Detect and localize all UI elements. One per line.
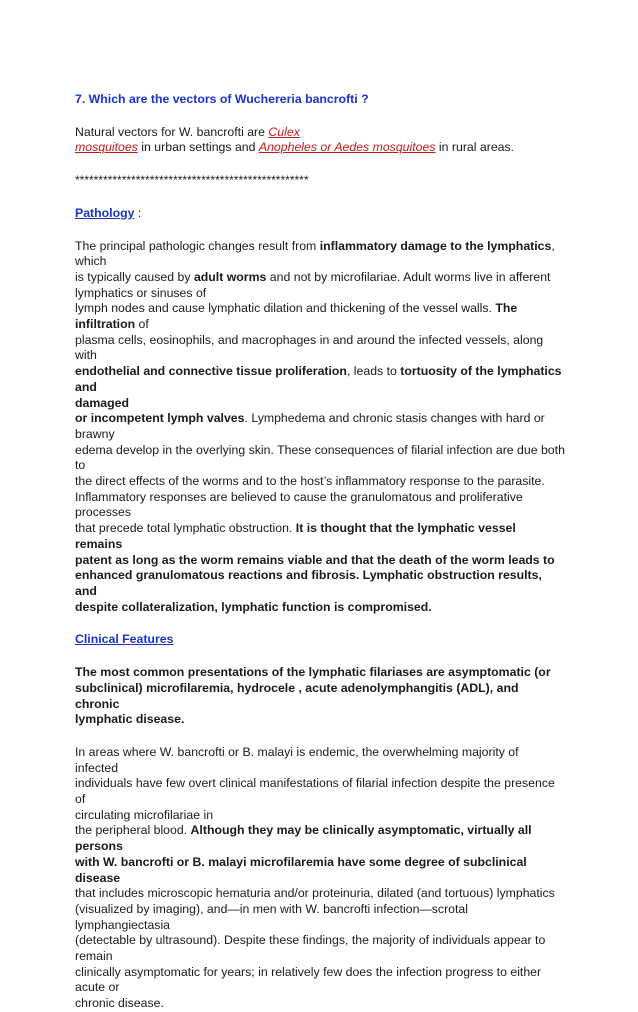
clinical-summary-line — [75, 712, 565, 728]
text-run: that includes microscopic hematuria and/or proteinuria, dilated (and tortuous) lymphatics — [75, 886, 555, 901]
clinical-summary-line — [75, 665, 565, 681]
text-run: the peripheral blood. — [75, 823, 191, 838]
pathology-line — [75, 396, 565, 412]
vectors-end-text: in rural areas. — [435, 140, 515, 155]
bold-text: Although they may be clinically asymptomatic, virtually all persons — [75, 823, 532, 854]
clinical-body-line — [75, 996, 565, 1012]
bold-text: patent as long as the worm remains viable and that the death of the worm leads to — [75, 552, 555, 567]
pathology-line — [75, 600, 565, 616]
bold-text: lymphatic disease. — [75, 712, 185, 727]
clinical-summary-line — [75, 681, 565, 712]
clinical-body-line — [75, 823, 565, 854]
pathology-line — [75, 301, 565, 332]
document-page — [75, 92, 565, 1012]
text-run: that precede total lymphatic obstruction. — [75, 521, 296, 536]
bold-text: endothelial and connective tissue proliferation — [75, 364, 347, 379]
bold-text: It is thought that the lymphatic vessel remains — [75, 521, 516, 551]
pathology-line — [75, 443, 565, 474]
bold-text: subclinical) microfilaremia, hydrocele , acute adenolymphangitis (ADL), and chronic — [75, 680, 519, 711]
culex-link[interactable]: Culex — [268, 124, 300, 139]
pathology-heading-suffix: : — [134, 205, 142, 220]
clinical-body-line — [75, 855, 565, 886]
separator-stars: ************************************************** — [75, 173, 309, 188]
text-run: (detectable by ultrasound). Despite these findings, the majority of individuals appear to remain — [75, 933, 546, 964]
clinical-summary-paragraph — [75, 665, 565, 728]
pathology-line — [75, 553, 565, 569]
clinical-body-line — [75, 902, 565, 933]
pathology-line — [75, 270, 565, 286]
anopheles-aedes-link[interactable]: Anopheles or Aedes mosquitoes — [258, 140, 436, 155]
text-run: individuals have few overt clinical manifestations of filarial infection despite the presence of — [75, 776, 555, 807]
text-run: The principal pathologic changes result from — [75, 238, 320, 253]
clinical-body-line — [75, 933, 565, 964]
vectors-intro-text: Natural vectors for W. bancrofti are — [75, 124, 269, 139]
pathology-heading-line — [75, 206, 565, 222]
bold-text: inflammatory damage to the lymphatics — [319, 238, 552, 253]
text-run: (visualized by imaging), and—in men with W. bancrofti infection—scrotal lymphangiectasia — [75, 901, 468, 932]
vectors-line-1 — [75, 125, 565, 141]
bold-text: or incompetent lymph valves — [75, 411, 245, 426]
pathology-line — [75, 568, 565, 599]
pathology-line — [75, 239, 565, 270]
text-run: circulating microfilariae in — [75, 807, 214, 822]
text-run: . Lymphedema and chronic stasis changes with hard or brawny — [75, 411, 545, 441]
bold-text: adult worms — [193, 269, 267, 284]
text-run: , which — [75, 238, 555, 269]
text-run: , leads to — [346, 364, 401, 379]
bold-text: enhanced granulomatous reactions and fibrosis. Lymphatic obstruction results, and — [75, 568, 542, 598]
pathology-line — [75, 364, 565, 395]
text-run: Inflammatory responses are believed to cause the granulomatous and proliferative processes — [75, 489, 523, 520]
text-run: In areas where W. bancrofti or B. malayi is endemic, the overwhelming majority of infected — [75, 744, 519, 775]
vectors-line-2 — [75, 140, 565, 156]
pathology-line — [75, 286, 565, 302]
pathology-line — [75, 411, 565, 442]
culex-mosquitoes-link[interactable]: mosquitoes — [75, 140, 138, 155]
clinical-body-line — [75, 965, 565, 996]
text-run: plasma cells, eosinophils, and macrophages in and around the infected vessels, along with — [75, 332, 544, 363]
text-run: chronic disease. — [75, 996, 164, 1011]
bold-text: The infiltration — [75, 301, 518, 332]
pathology-line — [75, 521, 565, 552]
pathology-line — [75, 474, 565, 490]
pathology-line — [75, 333, 565, 364]
text-run: lymphatics or sinuses of — [75, 285, 207, 300]
text-run: is typically caused by — [75, 269, 194, 284]
clinical-body-line — [75, 776, 565, 807]
clinical-body-line — [75, 886, 565, 902]
pathology-heading-link[interactable]: Pathology — [75, 205, 135, 220]
text-run: the direct effects of the worms and to the host’s inflammatory response to the parasite. — [75, 474, 545, 489]
clinical-body-paragraph — [75, 745, 565, 1012]
text-run: and not by microfilariae. Adult worms live in afferent — [266, 269, 551, 284]
pathology-line — [75, 490, 565, 521]
clinical-features-link[interactable]: Clinical Features — [75, 632, 174, 647]
text-run: lymph nodes and cause lymphatic dilation and thickening of the vessel walls. — [75, 301, 496, 316]
text-run: edema develop in the overlying skin. These consequences of filarial infection are due both to — [75, 442, 565, 473]
bold-text: damaged — [75, 395, 129, 410]
bold-text: The most common presentations of the lymphatic filariases are asymptomatic (or — [75, 665, 551, 680]
question-title: 7. Which are the vectors of Wuchereria bancrofti ? — [75, 92, 369, 106]
clinical-body-line — [75, 745, 565, 776]
text-run: of — [135, 317, 149, 332]
clinical-heading-line — [75, 632, 565, 648]
bold-text: tortuosity of the lymphatics and — [75, 364, 562, 394]
clinical-body-line — [75, 808, 565, 824]
bold-text: with W. bancrofti or B. malayi microfilaremia have some degree of subclinical disease — [75, 854, 527, 885]
pathology-paragraph — [75, 239, 565, 616]
vectors-middle-text: in urban settings and — [137, 140, 259, 155]
bold-text: despite collateralization, lymphatic function is compromised. — [75, 599, 432, 614]
text-run: clinically asymptomatic for years; in relatively few does the infection progress to either acute or — [75, 964, 542, 995]
